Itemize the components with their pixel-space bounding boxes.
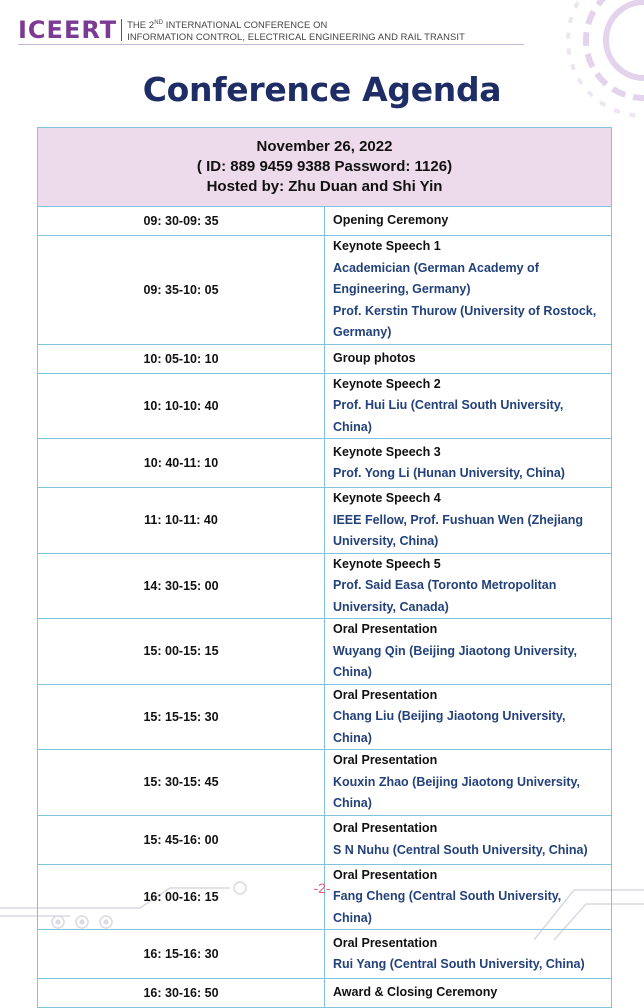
- session-details: [325, 344, 612, 373]
- agenda-row: [38, 439, 612, 488]
- session-title: Oral Presentation: [333, 753, 438, 767]
- agenda-row: [38, 619, 612, 685]
- agenda-row: [38, 750, 612, 816]
- speaker-affiliation: S N Nuhu (Central South University, China): [333, 842, 588, 857]
- session-time: 11: 10-11: 40: [38, 488, 325, 554]
- agenda-banner: [38, 128, 612, 207]
- logo-divider: [121, 19, 122, 41]
- session-details: [325, 815, 612, 864]
- agenda-row: [38, 488, 612, 554]
- iceert-logo: ICEERT: [18, 16, 118, 44]
- hosts: Hosted by: Zhu Duan and Shi Yin: [206, 178, 443, 195]
- session-time: 15: 00-15: 15: [38, 619, 325, 685]
- speaker-affiliation: Fang Cheng (Central South University, China): [333, 889, 562, 925]
- speaker-affiliation: Academician (German Academy of Engineering, Germany): [333, 260, 539, 296]
- agenda-banner-row: [38, 128, 612, 207]
- session-details: [325, 553, 612, 619]
- speaker-affiliation: Prof. Hui Liu (Central South University, China): [333, 398, 564, 434]
- session-details: [325, 930, 612, 979]
- session-details: [325, 619, 612, 685]
- session-details: [325, 207, 612, 236]
- conference-name-line-1: THE 2ND INTERNATIONAL CONFERENCE ON: [127, 19, 328, 31]
- session-time: 16: 30-16: 50: [38, 979, 325, 1008]
- header-rule: [18, 44, 524, 45]
- session-title: Keynote Speech 5: [333, 556, 441, 571]
- conference-name-line-2: INFORMATION CONTROL, ELECTRICAL ENGINEERING AND RAIL TRANSIT: [127, 30, 465, 42]
- agenda-date: November 26, 2022: [256, 138, 393, 155]
- session-title: Keynote Speech 2: [333, 376, 441, 391]
- agenda-row: [38, 207, 612, 236]
- agenda-row: [38, 684, 612, 750]
- agenda-row: [38, 864, 612, 930]
- session-time: 16: 15-16: 30: [38, 930, 325, 979]
- session-title: Oral Presentation: [333, 821, 438, 835]
- agenda-row: [38, 373, 612, 439]
- session-time: 10: 10-10: 40: [38, 373, 325, 439]
- session-title: Oral Presentation: [333, 622, 438, 636]
- agenda-row: [38, 553, 612, 619]
- session-title: Oral Presentation: [333, 867, 438, 882]
- session-title: Keynote Speech 3: [333, 444, 441, 459]
- session-details: [325, 488, 612, 554]
- session-details: [325, 439, 612, 488]
- agenda-row: [38, 815, 612, 864]
- page-number: -2-: [313, 880, 331, 896]
- session-title: Oral Presentation: [333, 935, 438, 950]
- speaker-affiliation: Chang Liu (Beijing Jiaotong University, China): [333, 709, 566, 745]
- session-title: Keynote Speech 4: [333, 491, 441, 505]
- session-details: [325, 684, 612, 750]
- session-details: [325, 864, 612, 930]
- session-details: [325, 236, 612, 345]
- session-title: Oral Presentation: [333, 687, 438, 702]
- agenda-row: [38, 236, 612, 345]
- session-time: 15: 15-15: 30: [38, 684, 325, 750]
- agenda-row: [38, 930, 612, 979]
- speaker-affiliation: Prof. Kerstin Thurow (University of Rostock, Germany): [333, 303, 597, 339]
- session-time: 14: 30-15: 00: [38, 553, 325, 619]
- agenda-row: [38, 979, 612, 1008]
- conference-header: [18, 18, 465, 42]
- agenda-table: [37, 127, 612, 1008]
- session-title: Group photos: [333, 350, 416, 365]
- session-title: Keynote Speech 1: [333, 239, 441, 253]
- session-time: 15: 45-16: 00: [38, 815, 325, 864]
- speaker-affiliation: Rui Yang (Central South University, China): [333, 957, 585, 971]
- session-time: 10: 40-11: 10: [38, 439, 325, 488]
- session-details: [325, 373, 612, 439]
- session-time: 10: 05-10: 10: [38, 344, 325, 373]
- page-title: Conference Agenda: [142, 70, 502, 109]
- speaker-affiliation: IEEE Fellow, Prof. Fushuan Wen (Zhejiang University, China): [333, 512, 584, 548]
- speaker-affiliation: Prof. Said Easa (Toronto Metropolitan University, Canada): [333, 578, 557, 614]
- session-title: Opening Ceremony: [333, 213, 449, 228]
- meeting-credentials: ( ID: 889 9459 9388 Password: 1126): [196, 158, 453, 175]
- session-details: [325, 750, 612, 816]
- session-time: 15: 30-15: 45: [38, 750, 325, 816]
- session-time: 09: 35-10: 05: [38, 236, 325, 345]
- session-title: Award & Closing Ceremony: [333, 985, 498, 1000]
- conference-name: [127, 18, 465, 41]
- speaker-affiliation: Wuyang Qin (Beijing Jiaotong University, China): [333, 643, 578, 679]
- speaker-affiliation: Kouxin Zhao (Beijing Jiaotong University, China): [333, 774, 581, 810]
- session-time: 16: 00-16: 15: [38, 864, 325, 930]
- agenda-row: [38, 344, 612, 373]
- session-time: 09: 30-09: 35: [38, 207, 325, 236]
- session-details: [325, 979, 612, 1008]
- speaker-affiliation: Prof. Yong Li (Hunan University, China): [333, 466, 565, 480]
